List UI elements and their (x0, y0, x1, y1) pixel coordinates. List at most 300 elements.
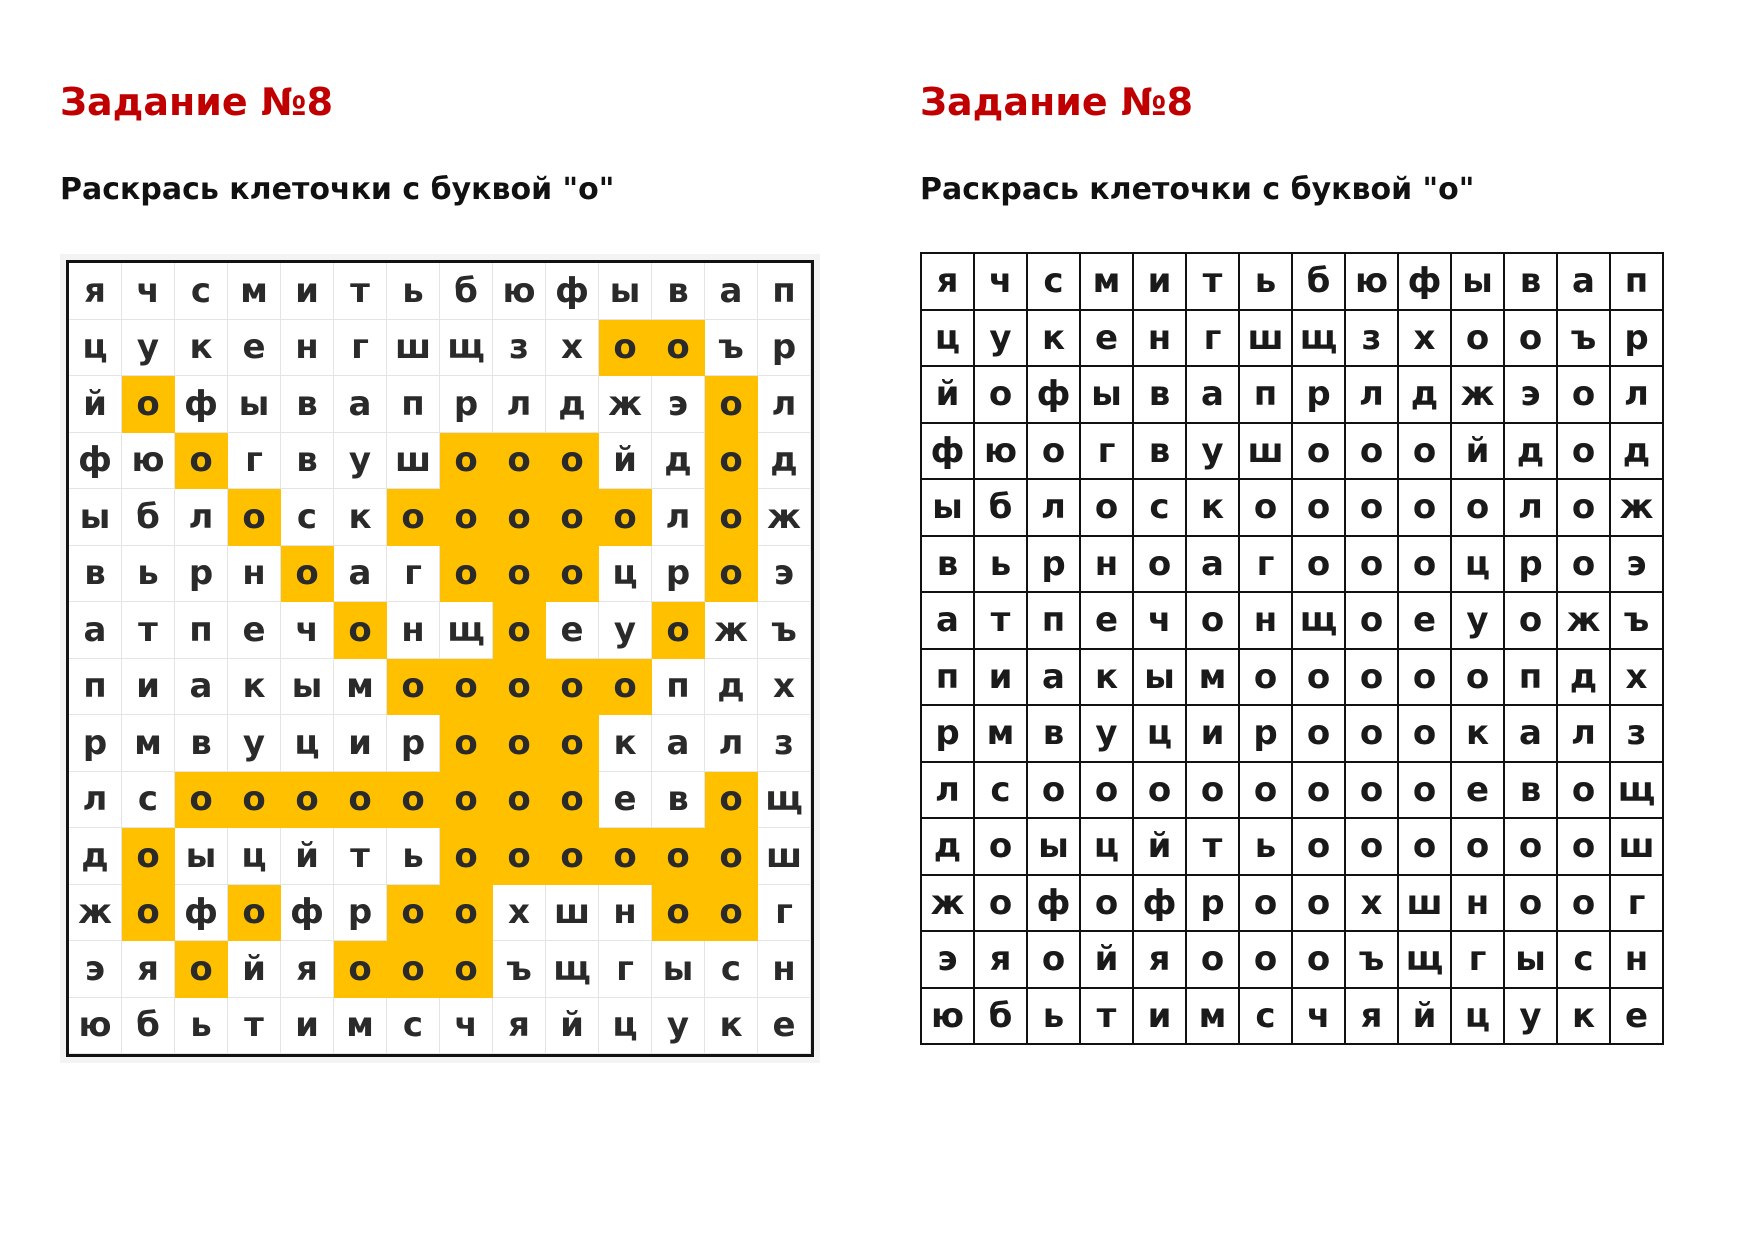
grid-cell[interactable]: в (1134, 367, 1187, 424)
grid-cell[interactable]: е (1081, 593, 1134, 650)
grid-cell[interactable]: й (1399, 989, 1452, 1046)
grid-cell[interactable]: о (1399, 424, 1452, 481)
grid-cell[interactable]: о (1399, 763, 1452, 820)
grid-cell[interactable]: о (1081, 480, 1134, 537)
grid-cell[interactable]: и (975, 650, 1028, 707)
grid-cell[interactable]: о (1399, 537, 1452, 594)
grid-cell: х (758, 659, 811, 716)
letter-grid-blank (920, 252, 1664, 1045)
grid-cell[interactable]: б (1293, 254, 1346, 311)
grid-cell[interactable]: а (1028, 650, 1081, 707)
grid-cell-filled: о (546, 828, 599, 885)
grid-cell[interactable]: ь (1240, 819, 1293, 876)
grid-cell[interactable]: ж (922, 876, 975, 933)
grid-cell: г (334, 320, 387, 377)
grid-cell[interactable]: у (1452, 593, 1505, 650)
grid-cell[interactable]: у (975, 311, 1028, 368)
grid-cell[interactable]: й (1134, 819, 1187, 876)
grid-cell[interactable]: о (1452, 650, 1505, 707)
grid-cell: п (758, 263, 811, 320)
grid-cell[interactable]: ч (975, 254, 1028, 311)
grid-cell[interactable]: э (1505, 367, 1558, 424)
grid-cell: р (69, 715, 122, 772)
grid-cell[interactable]: о (1452, 819, 1505, 876)
grid-cell[interactable]: н (1240, 593, 1293, 650)
grid-cell-filled: о (281, 546, 334, 603)
grid-cell[interactable]: у (1187, 424, 1240, 481)
grid-cell-filled: о (228, 772, 281, 829)
grid-cell[interactable]: а (1187, 367, 1240, 424)
grid-cell[interactable]: х (1346, 876, 1399, 933)
grid-cell: ж (69, 885, 122, 942)
grid-cell[interactable]: н (1134, 311, 1187, 368)
grid-cell: р (652, 546, 705, 603)
grid-cell[interactable]: о (1293, 819, 1346, 876)
grid-cell[interactable]: я (922, 254, 975, 311)
grid-cell-filled: о (122, 828, 175, 885)
grid-cell-filled: о (705, 489, 758, 546)
grid-cell: г (758, 885, 811, 942)
grid-cell[interactable]: о (975, 367, 1028, 424)
grid-cell[interactable]: р (922, 706, 975, 763)
grid-cell[interactable]: о (1240, 480, 1293, 537)
grid-cell[interactable]: м (1187, 989, 1240, 1046)
grid-cell-filled: о (281, 772, 334, 829)
grid-cell: б (440, 263, 493, 320)
grid-cell: т (122, 602, 175, 659)
grid-cell[interactable]: б (975, 989, 1028, 1046)
grid-cell[interactable]: о (1558, 480, 1611, 537)
grid-cell[interactable]: з (1611, 706, 1664, 763)
grid-cell: и (122, 659, 175, 716)
grid-cell[interactable]: ъ (1558, 311, 1611, 368)
grid-cell: к (705, 998, 758, 1055)
grid-cell: я (281, 941, 334, 998)
grid-cell-filled: о (387, 489, 440, 546)
grid-cell[interactable]: ж (1611, 480, 1664, 537)
grid-cell[interactable]: ф (1399, 254, 1452, 311)
grid-cell[interactable]: д (1399, 367, 1452, 424)
grid-cell[interactable]: а (1505, 706, 1558, 763)
grid-cell: ъ (705, 320, 758, 377)
grid-cell[interactable]: о (1346, 650, 1399, 707)
grid-cell[interactable]: о (1346, 763, 1399, 820)
grid-cell[interactable]: о (1346, 537, 1399, 594)
grid-cell[interactable]: л (922, 763, 975, 820)
grid-cell[interactable]: о (1187, 932, 1240, 989)
grid-cell: щ (440, 320, 493, 377)
grid-cell: у (334, 433, 387, 490)
grid-cell[interactable]: б (975, 480, 1028, 537)
grid-cell[interactable]: о (1028, 932, 1081, 989)
grid-cell: ж (705, 602, 758, 659)
grid-cell-filled: о (493, 715, 546, 772)
grid-cell[interactable]: н (1611, 932, 1664, 989)
grid-cell: к (175, 320, 228, 377)
grid-cell[interactable]: о (1240, 932, 1293, 989)
grid-cell: а (652, 715, 705, 772)
grid-cell[interactable]: ч (1134, 593, 1187, 650)
grid-cell[interactable]: о (1346, 706, 1399, 763)
grid-cell[interactable]: ш (1240, 424, 1293, 481)
grid-cell[interactable]: з (1346, 311, 1399, 368)
grid-cell[interactable]: х (1399, 311, 1452, 368)
grid-cell[interactable]: о (1558, 424, 1611, 481)
grid-cell: с (281, 489, 334, 546)
grid-cell[interactable]: ъ (1346, 932, 1399, 989)
grid-cell[interactable]: с (1134, 480, 1187, 537)
grid-cell: у (122, 320, 175, 377)
grid-cell: к (228, 659, 281, 716)
grid-cell[interactable]: ы (1028, 819, 1081, 876)
grid-cell[interactable]: ы (1452, 254, 1505, 311)
grid-cell[interactable]: к (1558, 989, 1611, 1046)
grid-cell[interactable]: о (1240, 876, 1293, 933)
grid-cell[interactable]: ф (1028, 876, 1081, 933)
grid-cell[interactable]: о (1293, 706, 1346, 763)
grid-cell[interactable]: о (1293, 763, 1346, 820)
grid-cell[interactable]: е (1081, 311, 1134, 368)
grid-cell[interactable]: ь (975, 537, 1028, 594)
grid-cell[interactable]: п (1240, 367, 1293, 424)
grid-cell[interactable]: о (1081, 876, 1134, 933)
grid-cell[interactable]: у (1081, 706, 1134, 763)
grid-cell: к (334, 489, 387, 546)
grid-cell-filled: о (493, 489, 546, 546)
grid-cell[interactable]: ц (1081, 819, 1134, 876)
grid-cell[interactable]: р (1028, 537, 1081, 594)
grid-cell[interactable]: с (1028, 254, 1081, 311)
grid-cell[interactable]: ъ (1611, 593, 1664, 650)
grid-cell[interactable]: в (1028, 706, 1081, 763)
grid-cell[interactable]: ц (1452, 537, 1505, 594)
grid-cell-filled: о (334, 772, 387, 829)
grid-cell: ы (652, 941, 705, 998)
grid-cell[interactable]: п (1505, 650, 1558, 707)
grid-cell: е (599, 772, 652, 829)
grid-cell[interactable]: ь (1240, 254, 1293, 311)
grid-cell[interactable]: т (1187, 254, 1240, 311)
grid-cell[interactable]: д (922, 819, 975, 876)
grid-cell[interactable]: о (1399, 650, 1452, 707)
grid-cell[interactable]: о (1346, 424, 1399, 481)
grid-cell[interactable]: ь (1028, 989, 1081, 1046)
grid-cell-filled: о (705, 433, 758, 490)
grid-cell[interactable]: о (1293, 537, 1346, 594)
grid-cell-filled: о (546, 433, 599, 490)
grid-cell[interactable]: о (1028, 763, 1081, 820)
letter-grid-colored (66, 260, 814, 1057)
grid-cell[interactable]: д (1558, 650, 1611, 707)
grid-cell: ш (758, 828, 811, 885)
grid-cell: р (387, 715, 440, 772)
task-title: Задание №8 (920, 80, 1194, 124)
grid-cell[interactable]: с (1558, 932, 1611, 989)
grid-cell[interactable]: с (975, 763, 1028, 820)
grid-cell[interactable]: о (1399, 480, 1452, 537)
grid-cell[interactable]: о (1346, 593, 1399, 650)
grid-cell: ь (175, 998, 228, 1055)
grid-cell[interactable]: п (922, 650, 975, 707)
task-title: Задание №8 (60, 80, 334, 124)
grid-cell[interactable]: г (1611, 876, 1664, 933)
grid-cell-filled: о (493, 772, 546, 829)
grid-cell[interactable]: в (1505, 763, 1558, 820)
grid-cell: х (546, 320, 599, 377)
grid-cell: э (652, 376, 705, 433)
grid-cell-filled: о (652, 885, 705, 942)
grid-cell[interactable]: й (1452, 424, 1505, 481)
grid-cell: й (281, 828, 334, 885)
grid-cell[interactable]: о (1028, 424, 1081, 481)
grid-cell[interactable]: ю (975, 424, 1028, 481)
grid-cell[interactable]: о (1293, 650, 1346, 707)
grid-cell[interactable]: е (1452, 763, 1505, 820)
grid-cell[interactable]: м (975, 706, 1028, 763)
grid-cell[interactable]: ф (922, 424, 975, 481)
grid-cell[interactable]: л (1558, 706, 1611, 763)
grid-cell[interactable]: о (1558, 537, 1611, 594)
grid-cell: м (334, 659, 387, 716)
grid-cell: т (334, 828, 387, 885)
grid-cell: ц (281, 715, 334, 772)
grid-cell-filled: о (440, 489, 493, 546)
grid-cell: ю (493, 263, 546, 320)
grid-cell[interactable]: о (1558, 819, 1611, 876)
grid-cell[interactable]: ж (1558, 593, 1611, 650)
grid-cell[interactable]: о (1505, 311, 1558, 368)
grid-cell: е (228, 602, 281, 659)
grid-cell[interactable]: т (1081, 989, 1134, 1046)
grid-cell[interactable]: о (1452, 311, 1505, 368)
grid-cell: а (334, 376, 387, 433)
grid-cell: з (493, 320, 546, 377)
grid-cell[interactable]: а (922, 593, 975, 650)
grid-cell[interactable]: э (922, 932, 975, 989)
grid-cell[interactable]: а (1187, 537, 1240, 594)
grid-cell[interactable]: с (1240, 989, 1293, 1046)
grid-cell[interactable]: д (1611, 424, 1664, 481)
grid-cell[interactable]: я (1134, 932, 1187, 989)
grid-cell[interactable]: м (1081, 254, 1134, 311)
grid-cell: г (228, 433, 281, 490)
grid-cell[interactable]: ш (1240, 311, 1293, 368)
grid-cell-filled: о (599, 828, 652, 885)
grid-cell[interactable]: о (1505, 876, 1558, 933)
grid-cell[interactable]: о (1505, 593, 1558, 650)
grid-cell: й (228, 941, 281, 998)
grid-cell: б (122, 489, 175, 546)
grid-cell[interactable]: о (1293, 480, 1346, 537)
grid-cell[interactable]: о (1505, 819, 1558, 876)
grid-cell[interactable]: ф (1028, 367, 1081, 424)
grid-cell[interactable]: г (1452, 932, 1505, 989)
grid-cell: е (228, 320, 281, 377)
grid-cell[interactable]: ш (1611, 819, 1664, 876)
grid-cell: п (175, 602, 228, 659)
grid-cell: а (334, 546, 387, 603)
grid-cell: а (175, 659, 228, 716)
grid-cell: ь (122, 546, 175, 603)
grid-cell[interactable]: п (1611, 254, 1664, 311)
grid-cell[interactable]: и (1134, 254, 1187, 311)
grid-cell[interactable]: д (1505, 424, 1558, 481)
grid-cell[interactable]: в (1505, 254, 1558, 311)
grid-cell[interactable]: р (1505, 537, 1558, 594)
grid-cell[interactable]: ю (1346, 254, 1399, 311)
grid-cell-filled: о (228, 489, 281, 546)
grid-cell[interactable]: т (1187, 819, 1240, 876)
grid-cell[interactable]: о (1558, 763, 1611, 820)
grid-cell: д (546, 376, 599, 433)
grid-cell[interactable]: н (1081, 537, 1134, 594)
grid-cell-filled: о (440, 828, 493, 885)
grid-cell: щ (546, 941, 599, 998)
grid-cell[interactable]: о (1558, 876, 1611, 933)
grid-cell[interactable]: щ (1293, 593, 1346, 650)
grid-cell: н (387, 602, 440, 659)
grid-cell[interactable]: н (1452, 876, 1505, 933)
grid-cell[interactable]: й (922, 367, 975, 424)
grid-cell: л (69, 772, 122, 829)
grid-cell[interactable]: ч (1293, 989, 1346, 1046)
grid-cell[interactable]: о (1187, 763, 1240, 820)
grid-cell[interactable]: г (1240, 537, 1293, 594)
grid-cell: ц (599, 546, 652, 603)
grid-cell: р (175, 546, 228, 603)
grid-cell-filled: о (546, 546, 599, 603)
task-instruction: Раскрась клеточки с буквой "о" (60, 172, 615, 207)
grid-cell[interactable]: о (1134, 537, 1187, 594)
grid-cell[interactable]: о (1452, 480, 1505, 537)
grid-cell-filled: о (599, 320, 652, 377)
grid-cell[interactable]: щ (1611, 763, 1664, 820)
grid-cell[interactable]: о (975, 876, 1028, 933)
grid-cell[interactable]: щ (1293, 311, 1346, 368)
grid-cell[interactable]: в (1134, 424, 1187, 481)
grid-cell[interactable]: ц (922, 311, 975, 368)
grid-cell: в (652, 263, 705, 320)
grid-cell[interactable]: э (1611, 537, 1664, 594)
grid-cell[interactable]: е (1611, 989, 1664, 1046)
grid-cell[interactable]: о (1081, 763, 1134, 820)
grid-cell[interactable]: о (1346, 819, 1399, 876)
grid-cell[interactable]: к (1028, 311, 1081, 368)
grid-cell[interactable]: т (975, 593, 1028, 650)
grid-cell: ц (69, 320, 122, 377)
grid-cell: ъ (493, 941, 546, 998)
grid-cell[interactable]: я (1346, 989, 1399, 1046)
grid-cell[interactable]: л (1028, 480, 1081, 537)
grid-cell[interactable]: ю (922, 989, 975, 1046)
grid-cell: и (281, 998, 334, 1055)
grid-cell-filled: о (493, 828, 546, 885)
grid-cell[interactable]: р (1187, 876, 1240, 933)
grid-cell: у (599, 602, 652, 659)
grid-cell[interactable]: ж (1452, 367, 1505, 424)
grid-cell-filled: о (599, 659, 652, 716)
grid-cell: ц (599, 998, 652, 1055)
grid-cell: ф (175, 376, 228, 433)
grid-cell[interactable]: я (975, 932, 1028, 989)
grid-cell[interactable]: о (975, 819, 1028, 876)
grid-cell[interactable]: ф (1134, 876, 1187, 933)
grid-cell-filled: о (440, 885, 493, 942)
grid-cell: с (705, 941, 758, 998)
grid-cell[interactable]: й (1081, 932, 1134, 989)
grid-cell: ь (387, 263, 440, 320)
grid-cell[interactable]: и (1134, 989, 1187, 1046)
grid-cell: н (281, 320, 334, 377)
grid-cell[interactable]: м (1187, 650, 1240, 707)
grid-cell[interactable]: о (1240, 650, 1293, 707)
grid-cell[interactable]: ы (1081, 367, 1134, 424)
grid-cell[interactable]: р (1611, 311, 1664, 368)
grid-cell[interactable]: о (1240, 763, 1293, 820)
grid-cell[interactable]: ц (1134, 706, 1187, 763)
grid-cell[interactable]: к (1452, 706, 1505, 763)
grid-cell[interactable]: и (1187, 706, 1240, 763)
grid-cell: в (281, 376, 334, 433)
grid-cell[interactable]: а (1558, 254, 1611, 311)
grid-cell[interactable]: л (1505, 480, 1558, 537)
grid-cell[interactable]: л (1346, 367, 1399, 424)
grid-cell[interactable]: р (1240, 706, 1293, 763)
grid-cell[interactable]: ы (922, 480, 975, 537)
grid-cell: п (652, 659, 705, 716)
grid-cell[interactable]: ц (1452, 989, 1505, 1046)
grid-cell[interactable]: о (1399, 819, 1452, 876)
grid-cell[interactable]: г (1187, 311, 1240, 368)
grid-cell[interactable]: к (1187, 480, 1240, 537)
grid-cell[interactable]: о (1399, 706, 1452, 763)
grid-cell[interactable]: ш (1399, 876, 1452, 933)
grid-cell[interactable]: щ (1399, 932, 1452, 989)
grid-cell: э (758, 546, 811, 603)
grid-cell[interactable]: е (1399, 593, 1452, 650)
grid-cell[interactable]: л (1611, 367, 1664, 424)
grid-cell: д (705, 659, 758, 716)
grid-cell[interactable]: к (1081, 650, 1134, 707)
grid-cell[interactable]: о (1293, 932, 1346, 989)
grid-cell[interactable]: п (1028, 593, 1081, 650)
grid-cell: л (758, 376, 811, 433)
grid-cell[interactable]: в (922, 537, 975, 594)
grid-cell[interactable]: ы (1505, 932, 1558, 989)
grid-cell[interactable]: о (1293, 876, 1346, 933)
grid-cell[interactable]: г (1081, 424, 1134, 481)
grid-cell: н (758, 941, 811, 998)
grid-cell: л (493, 376, 546, 433)
grid-cell: в (175, 715, 228, 772)
grid-cell[interactable]: о (1187, 593, 1240, 650)
grid-cell[interactable]: о (1134, 763, 1187, 820)
grid-cell[interactable]: о (1293, 424, 1346, 481)
grid-cell[interactable]: у (1505, 989, 1558, 1046)
grid-cell[interactable]: р (1293, 367, 1346, 424)
grid-cell[interactable]: х (1611, 650, 1664, 707)
grid-cell: ы (228, 376, 281, 433)
grid-cell: ш (546, 885, 599, 942)
grid-cell-filled: о (122, 885, 175, 942)
grid-cell: й (599, 433, 652, 490)
grid-cell-filled: о (546, 659, 599, 716)
grid-cell[interactable]: о (1558, 367, 1611, 424)
grid-cell-filled: о (705, 376, 758, 433)
grid-cell[interactable]: о (1346, 480, 1399, 537)
grid-cell[interactable]: ы (1134, 650, 1187, 707)
grid-cell-filled: о (652, 320, 705, 377)
